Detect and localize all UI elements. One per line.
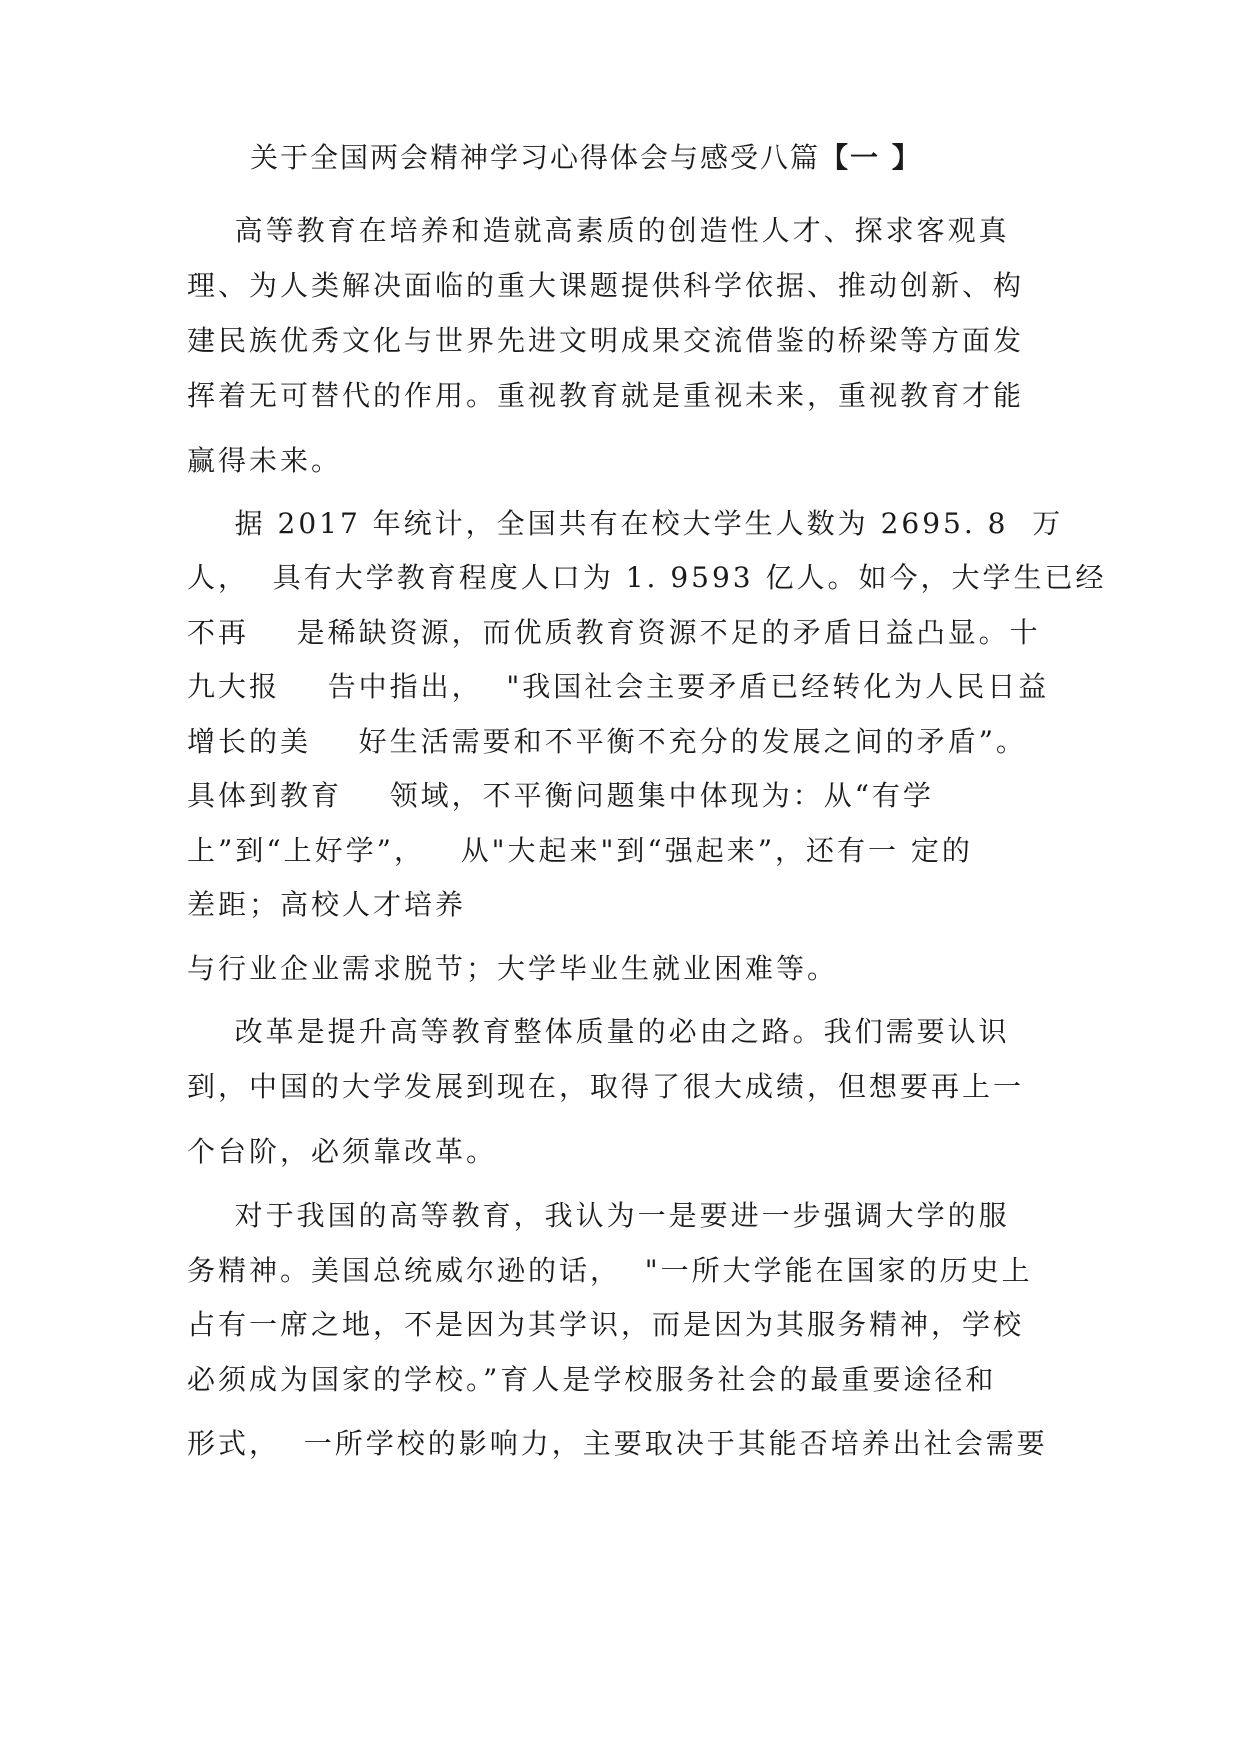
body-line: 赢得未来。 [187, 444, 343, 477]
body-line: 挥着无可替代的作用。重视教育就是重视未来，重视教育才能 [187, 379, 1025, 412]
body-line: 到，中国的大学发展到现在，取得了很大成绩，但想要再上一 [187, 1070, 1025, 1103]
body-line: 务精神。美国总统威尔逊的话， "一所大学能在国家的历史上 [187, 1254, 1033, 1287]
body-line: 个台阶，必须靠改革。 [187, 1135, 498, 1168]
body-line: 上”到“上好学”， 从"大起来"到“强起来”，还有一 定的 [187, 834, 973, 867]
body-line: 高等教育在培养和造就高素质的创造性人才、探求客观真 [187, 214, 1010, 247]
body-line: 对于我国的高等教育，我认为一是要进一步强调大学的服 [187, 1199, 1010, 1232]
body-line: 与行业企业需求脱节；大学毕业生就业困难等。 [187, 952, 839, 985]
body-line: 人， 具有大学教育程度人口为 1. 9593 亿人。如今，大学生已经 [187, 561, 1107, 594]
body-line: 差距；高校人才培养 [187, 888, 467, 921]
body-line: 增长的美 好生活需要和不平衡不充分的发展之间的矛盾”。 [187, 725, 1027, 758]
body-line: 具体到教育 领域，不平衡问题集中体现为：从“有学 [187, 779, 934, 812]
body-line: 九大报 告中指出， "我国社会主要矛盾已经转化为人民日益 [187, 670, 1050, 703]
body-line: 占有一席之地，不是因为其学识，而是因为其服务精神，学校 [187, 1308, 1025, 1341]
body-line: 据 2017 年统计，全国共有在校大学生人数为 2695. 8 万 [187, 507, 1064, 540]
body-line: 建民族优秀文化与世界先进文明成果交流借鉴的桥梁等方面发 [187, 324, 1025, 357]
body-line: 不再 是稀缺资源，而优质教育资源不足的矛盾日益凸显。十 [187, 616, 1041, 649]
body-line: 必须成为国家的学校。”育人是学校服务社会的最重要途径和 [187, 1363, 997, 1396]
title-suffix: 【一 】 [820, 141, 922, 174]
body-line: 形式， 一所学校的影响力，主要取决于其能否培养出社会需要 [187, 1427, 1048, 1460]
body-line: 理、为人类解决面临的重大课题提供科学依据、推动创新、构 [187, 269, 1025, 302]
title-text: 关于全国两会精神学习心得体会与感受八篇 [250, 141, 821, 174]
body-line: 改革是提升高等教育整体质量的必由之路。我们需要认识 [187, 1015, 1010, 1048]
document-title [250, 138, 1130, 178]
